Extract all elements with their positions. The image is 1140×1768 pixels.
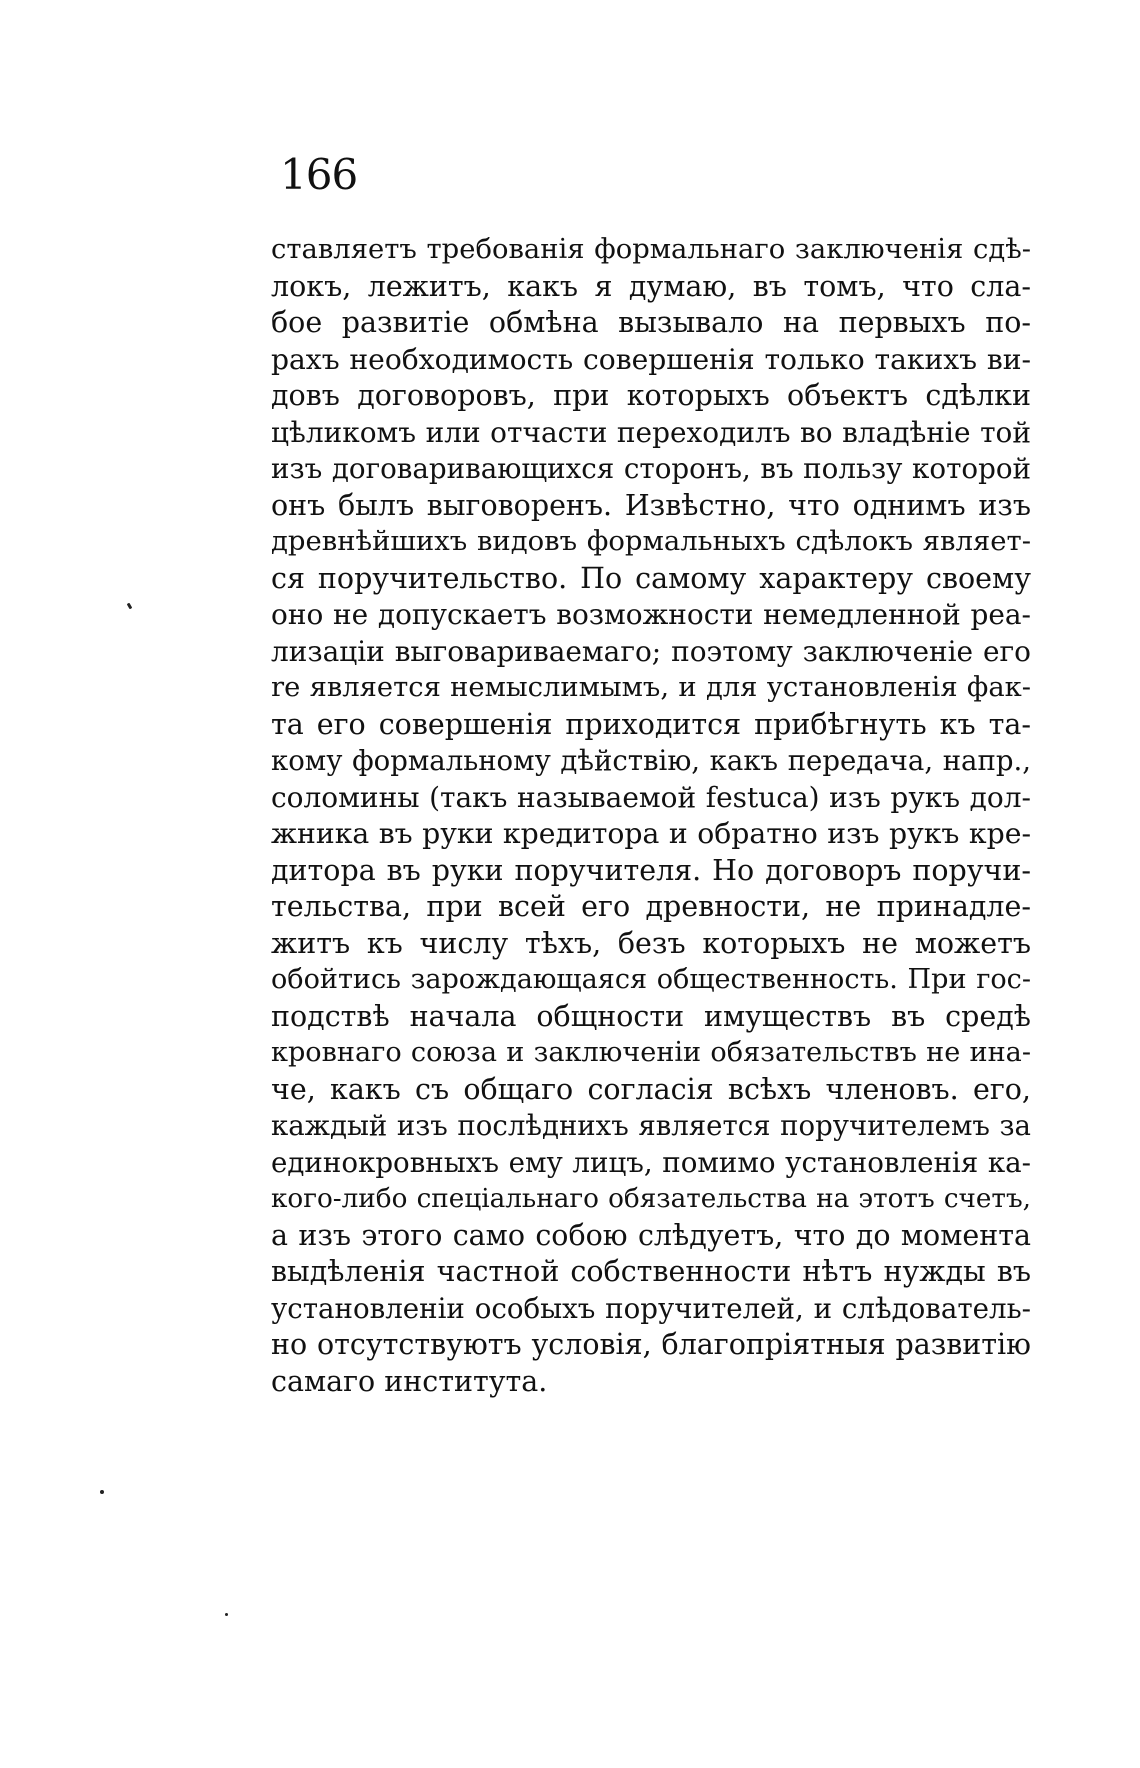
text-line: кого-либо спеціальнаго обязательства на этотъ счетъ,	[271, 1184, 1031, 1214]
text-line: рахъ необходимость совершенія только такихъ ви-	[271, 342, 1031, 376]
text-line: соломины (такъ называемой festuca) изъ рукъ дол-	[271, 780, 1031, 814]
text-line: лизаціи выговариваемаго; поэтому заключеніе его	[271, 634, 1031, 668]
text-line: цѣликомъ или отчасти переходилъ во владѣніе той	[271, 415, 1031, 449]
text-line: дитора въ руки поручителя. Но договоръ поручи-	[271, 853, 1031, 887]
text-line: обойтись зарождающаяся общественность. При гос-	[271, 964, 1031, 995]
text-line: но отсутствуютъ условія, благопріятныя развитію	[271, 1328, 1031, 1361]
scan-speck	[225, 1613, 228, 1616]
text-line: изъ договаривающихся сторонъ, въ пользу которой	[271, 452, 1031, 485]
text-line: че, какъ съ общаго согласія всѣхъ членовъ. его,	[271, 1072, 1031, 1106]
text-line: онъ былъ выговоренъ. Извѣстно, что однимъ изъ	[271, 488, 1031, 522]
text-line: кровнаго союза и заключеніи обязательствъ не ина-	[271, 1037, 1031, 1068]
text-line: единокровныхъ ему лицъ, помимо установленія ка-	[271, 1145, 1031, 1179]
text-line-last: самаго института.	[271, 1364, 548, 1398]
text-line: ся поручительство. По самому характеру своему	[271, 561, 1031, 595]
text-line: житъ къ числу тѣхъ, безъ которыхъ не можетъ	[271, 926, 1031, 960]
page-number: 166	[280, 150, 358, 199]
text-line: re является немыслимымъ, и для установленія фак-	[271, 672, 1031, 703]
text-line: каждый изъ послѣднихъ является поручителемъ за	[271, 1109, 1031, 1142]
text-line: ставляетъ требованія формальнаго заключенія сдѣ-	[271, 234, 1031, 265]
text-line: оно не допускаетъ возможности немедленной реа-	[271, 598, 1031, 631]
text-line: подствѣ начала общности имуществъ въ средѣ	[271, 999, 1031, 1033]
text-line: локъ, лежитъ, какъ я думаю, въ томъ, что сла-	[271, 269, 1031, 303]
text-line: а изъ этого само собою слѣдуетъ, что до момента	[271, 1218, 1031, 1252]
text-line: тельства, при всей его древности, не принадле-	[271, 890, 1031, 923]
text-line: бое развитіе обмѣна вызывало на первыхъ по-	[271, 306, 1031, 339]
text-line: довъ договоровъ, при которыхъ объектъ сдѣлки	[271, 379, 1031, 412]
text-line: кому формальному дѣйствію, какъ передача, напр.,	[271, 745, 1031, 777]
scan-speck	[127, 603, 133, 610]
body-text	[271, 232, 1031, 1400]
text-line: выдѣленія частной собственности нѣтъ нужды въ	[271, 1255, 1031, 1288]
text-line: та его совершенія приходится прибѣгнуть къ та-	[271, 707, 1031, 741]
text-line: древнѣйшихъ видовъ формальныхъ сдѣлокъ являет-	[271, 526, 1031, 557]
scan-speck	[100, 1490, 104, 1494]
text-line: жника въ руки кредитора и обратно изъ рукъ кре-	[271, 817, 1031, 850]
text-line: установленіи особыхъ поручителей, и слѣдователь-	[271, 1291, 1031, 1325]
